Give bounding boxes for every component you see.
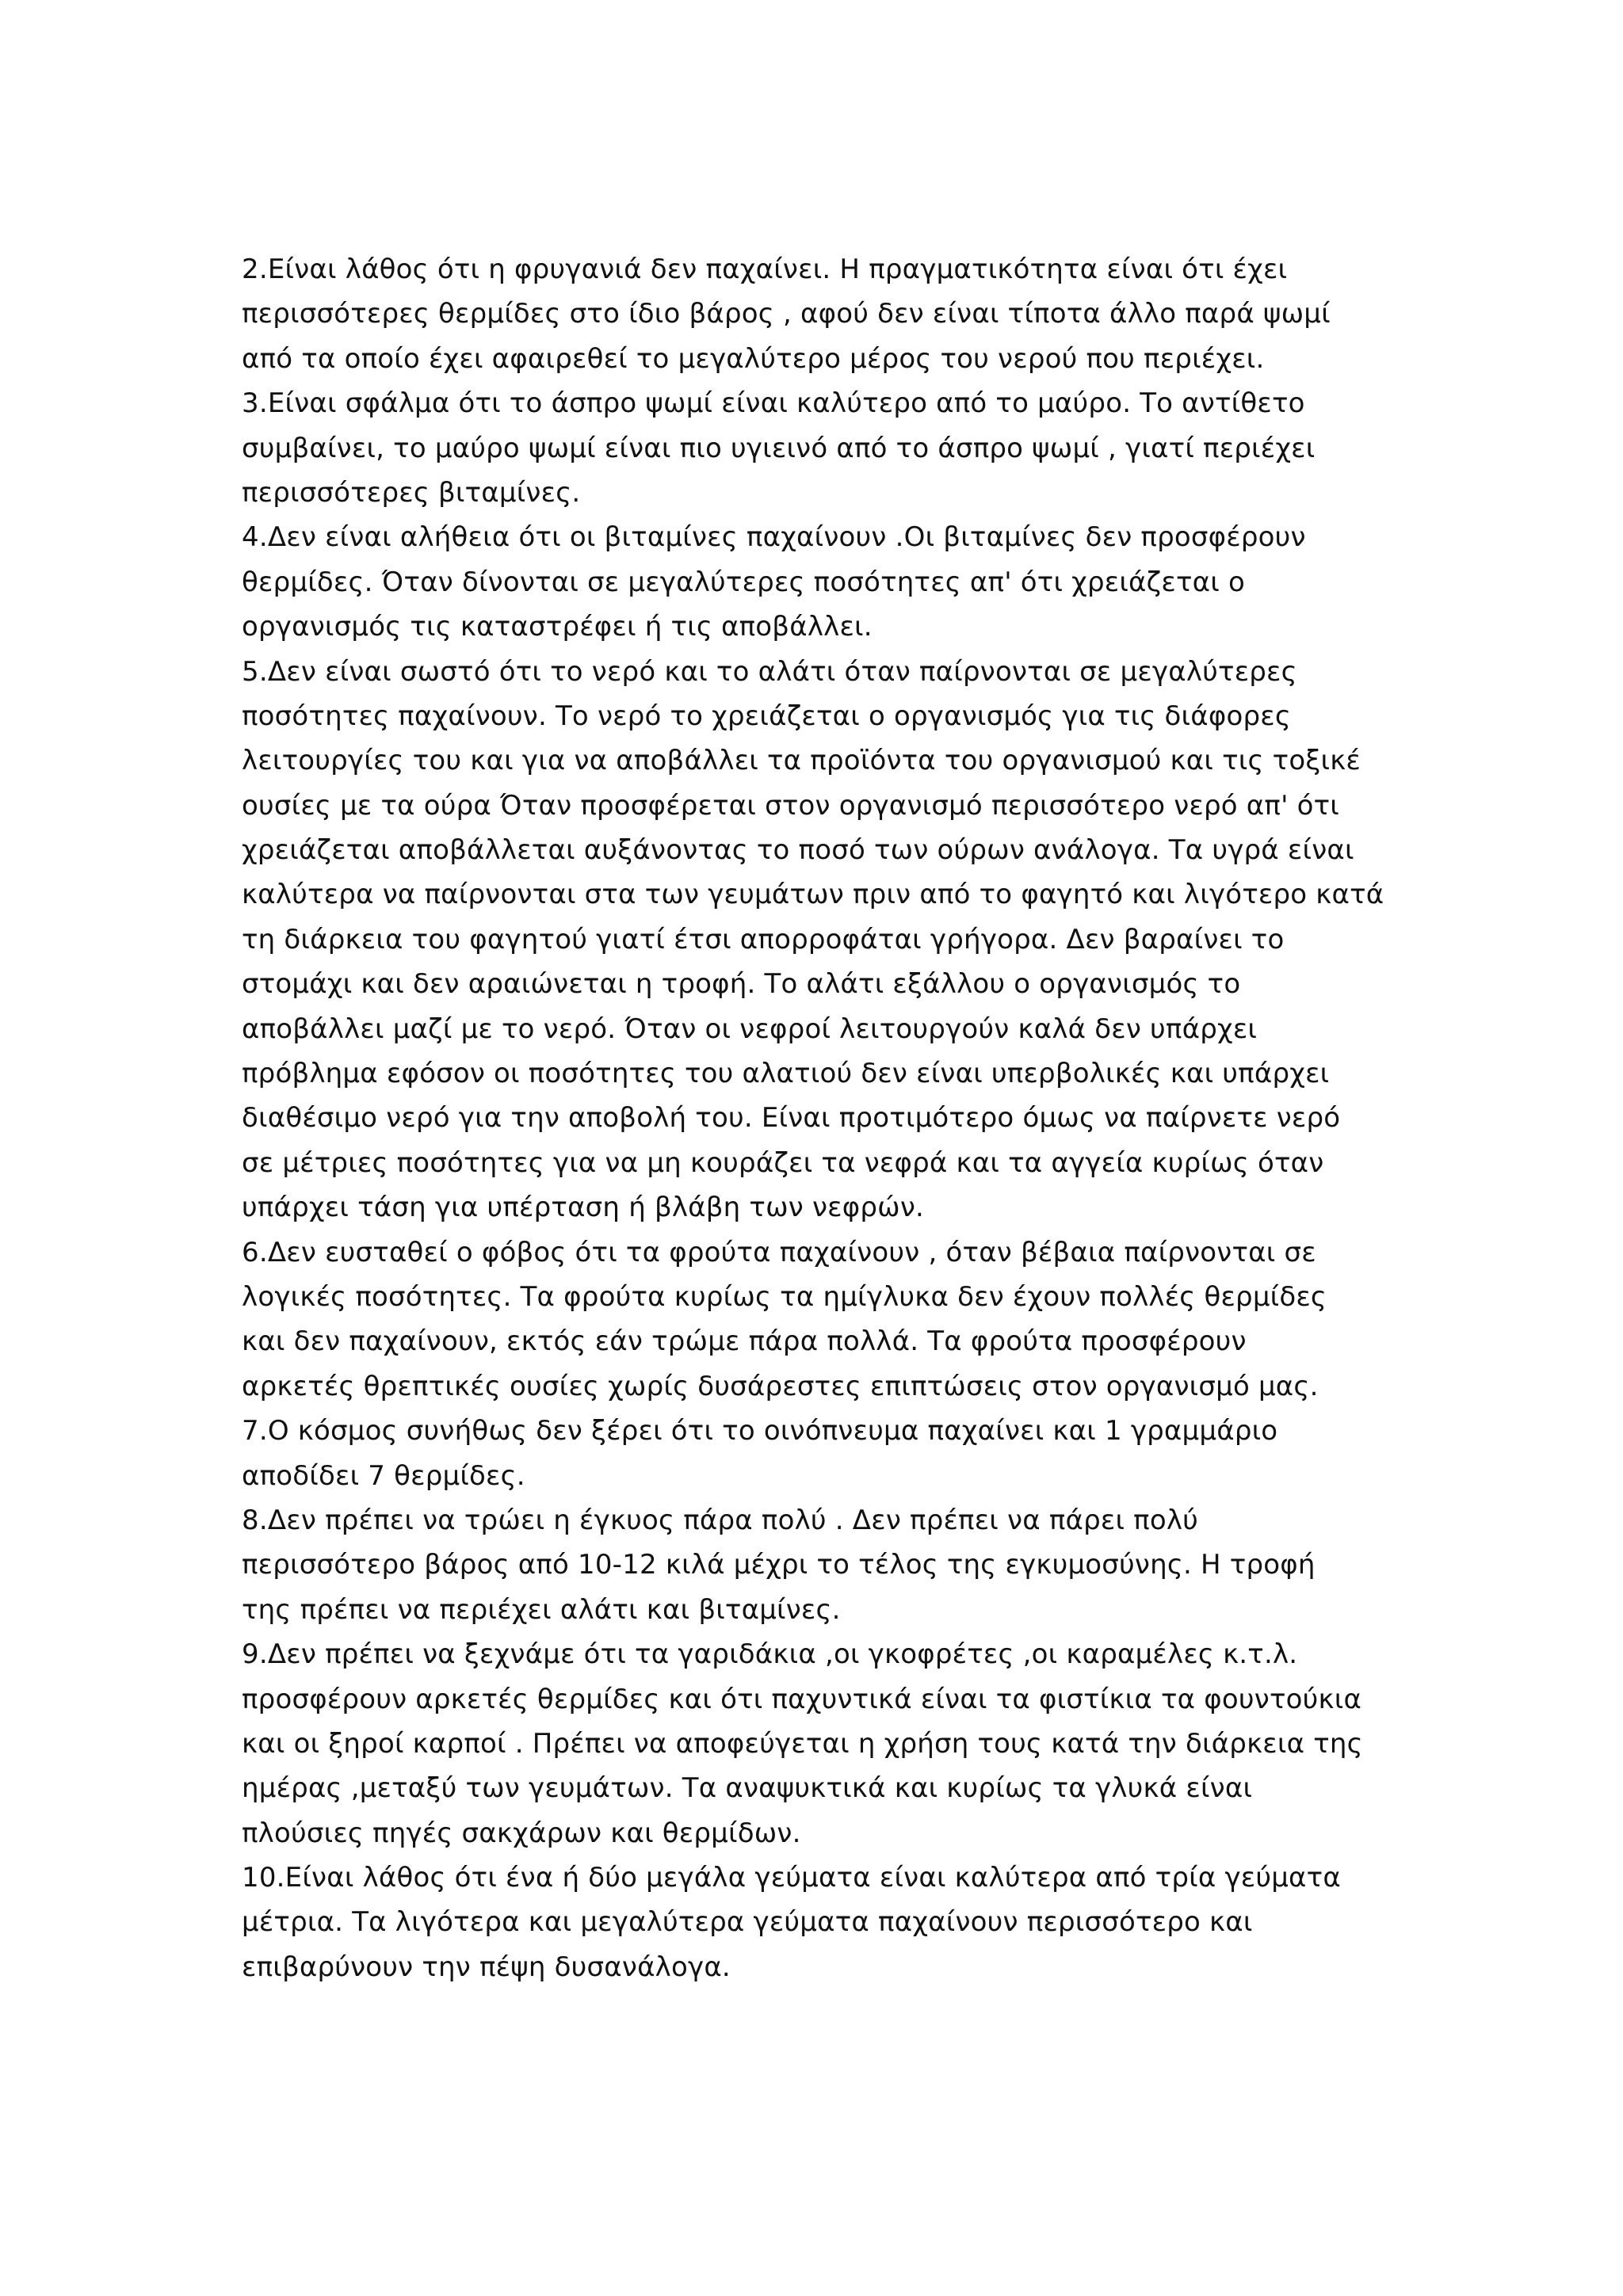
text-line: 7.Ο κόσμος συνήθως δεν ξέρει ότι το οινόπνευμα παχαίνει και 1 γραμμάριο	[242, 1415, 1278, 1447]
text-line: και δεν παχαίνουν, εκτός εάν τρώμε πάρα πολλά. Τα φρούτα προσφέρουν	[242, 1325, 1247, 1358]
text-line: προσφέρουν αρκετές θερμίδες και ότι παχυντικά είναι τα φιστίκια τα φουντούκια	[242, 1683, 1362, 1715]
text-line: ποσότητες παχαίνουν. Το νερό το χρειάζεται ο οργανισμός για τις διάφορες	[242, 700, 1291, 732]
text-line: ημέρας ,μεταξύ των γευμάτων. Τα αναψυκτικά και κυρίως τα γλυκά είναι	[242, 1772, 1253, 1805]
text-line: 4.Δεν είναι αλήθεια ότι οι βιταμίνες παχαίνουν .Οι βιταμίνες δεν προσφέρουν	[242, 521, 1306, 554]
text-line: στομάχι και δεν αραιώνεται η τροφή. Το αλάτι εξάλλου ο οργανισμός το	[242, 968, 1241, 1001]
text-line: πρόβλημα εφόσον οι ποσότητες του αλατιού δεν είναι υπερβολικές και υπάρχει	[242, 1058, 1330, 1090]
text-line: λειτουργίες του και για να αποβάλλει τα προϊόντα του οργανισμού και τις τοξικέ	[242, 745, 1361, 777]
text-line: 3.Είναι σφάλμα ότι το άσπρο ψωμί είναι καλύτερο από το μαύρο. Το αντίθετο	[242, 387, 1305, 420]
text-line: της πρέπει να περιέχει αλάτι και βιταμίνες.	[242, 1593, 841, 1626]
text-line: περισσότερες θερμίδες στο ίδιο βάρος , αφού δεν είναι τίποτα άλλο παρά ψωμί	[242, 298, 1331, 330]
text-line: τη διάρκεια του φαγητού γιατί έτσι απορροφάται γρήγορα. Δεν βαραίνει το	[242, 923, 1285, 955]
text-line: αρκετές θρεπτικές ουσίες χωρίς δυσάρεστες επιπτώσεις στον οργανισμό μας.	[242, 1370, 1319, 1402]
text-line: συμβαίνει, το μαύρο ψωμί είναι πιο υγιεινό από το άσπρο ψωμί , γιατί περιέχει	[242, 432, 1316, 464]
text-line: χρειάζεται αποβάλλεται αυξάνοντας το ποσό των ούρων ανάλογα. Τα υγρά είναι	[242, 834, 1354, 867]
text-line: 10.Είναι λάθος ότι ένα ή δύο μεγάλα γεύματα είναι καλύτερα από τρία γεύματα	[242, 1862, 1341, 1894]
text-line: 2.Είναι λάθος ότι η φρυγανιά δεν παχαίνει. Η πραγματικότητα είναι ότι έχει	[242, 254, 1288, 285]
text-line: και οι ξηροί καρποί . Πρέπει να αποφεύγεται η χρήση τους κατά την διάρκεια της	[242, 1727, 1363, 1760]
text-line: σε μέτριες ποσότητες για να μη κουράζει τα νεφρά και τα αγγεία κυρίως όταν	[242, 1146, 1324, 1179]
text-line: θερμίδες. Όταν δίνονται σε μεγαλύτερες ποσότητες απ' ότι χρειάζεται ο	[242, 566, 1245, 598]
text-line: οργανισμός τις καταστρέφει ή τις αποβάλλει.	[242, 611, 873, 643]
document-body	[242, 247, 1399, 1989]
text-line: 9.Δεν πρέπει να ξεχνάμε ότι τα γαριδάκια ,οι γκοφρέτες ,οι καραμέλες κ.τ.λ.	[242, 1638, 1298, 1671]
text-line: 5.Δεν είναι σωστό ότι το νερό και το αλάτι όταν παίρνονται σε μεγαλύτερες	[242, 655, 1297, 688]
text-line: επιβαρύνουν την πέψη δυσανάλογα.	[242, 1951, 731, 1983]
text-line: διαθέσιμο νερό για την αποβολή του. Είναι προτιμότερο όμως να παίρνετε νερό	[242, 1102, 1341, 1135]
text-line: αποβάλλει μαζί με το νερό. Όταν οι νεφροί λειτουργούν καλά δεν υπάρχει	[242, 1013, 1258, 1045]
text-line: περισσότερο βάρος από 10-12 κιλά μέχρι το τέλος της εγκυμοσύνης. Η τροφή	[242, 1549, 1316, 1581]
text-line: καλύτερα να παίρνονται στα των γευμάτων πριν από το φαγητό και λιγότερο κατά	[242, 879, 1384, 911]
text-line: 8.Δεν πρέπει να τρώει η έγκυος πάρα πολύ . Δεν πρέπει να πάρει πολύ	[242, 1504, 1199, 1536]
text-line: ουσίες με τα ούρα Όταν προσφέρεται στον οργανισμό περισσότερο νερό απ' ότι	[242, 789, 1339, 822]
text-line: περισσότερες βιταμίνες.	[242, 476, 581, 509]
text-line: υπάρχει τάση για υπέρταση ή βλάβη των νεφρών.	[242, 1192, 925, 1224]
text-line: από τα οποίο έχει αφαιρεθεί το μεγαλύτερο μέρος του νερού που περιέχει.	[242, 342, 1265, 375]
text-line: μέτρια. Τα λιγότερα και μεγαλύτερα γεύματα παχαίνουν περισσότερο και	[242, 1906, 1253, 1939]
text-line: λογικές ποσότητες. Τα φρούτα κυρίως τα ημίγλυκα δεν έχουν πολλές θερμίδες	[242, 1280, 1327, 1313]
text-line: πλούσιες πηγές σακχάρων και θερμίδων.	[242, 1817, 801, 1849]
text-line: 6.Δεν ευσταθεί ο φόβος ότι τα φρούτα παχαίνουν , όταν βέβαια παίρνονται σε	[242, 1236, 1316, 1268]
text-line: αποδίδει 7 θερμίδες.	[242, 1459, 525, 1492]
